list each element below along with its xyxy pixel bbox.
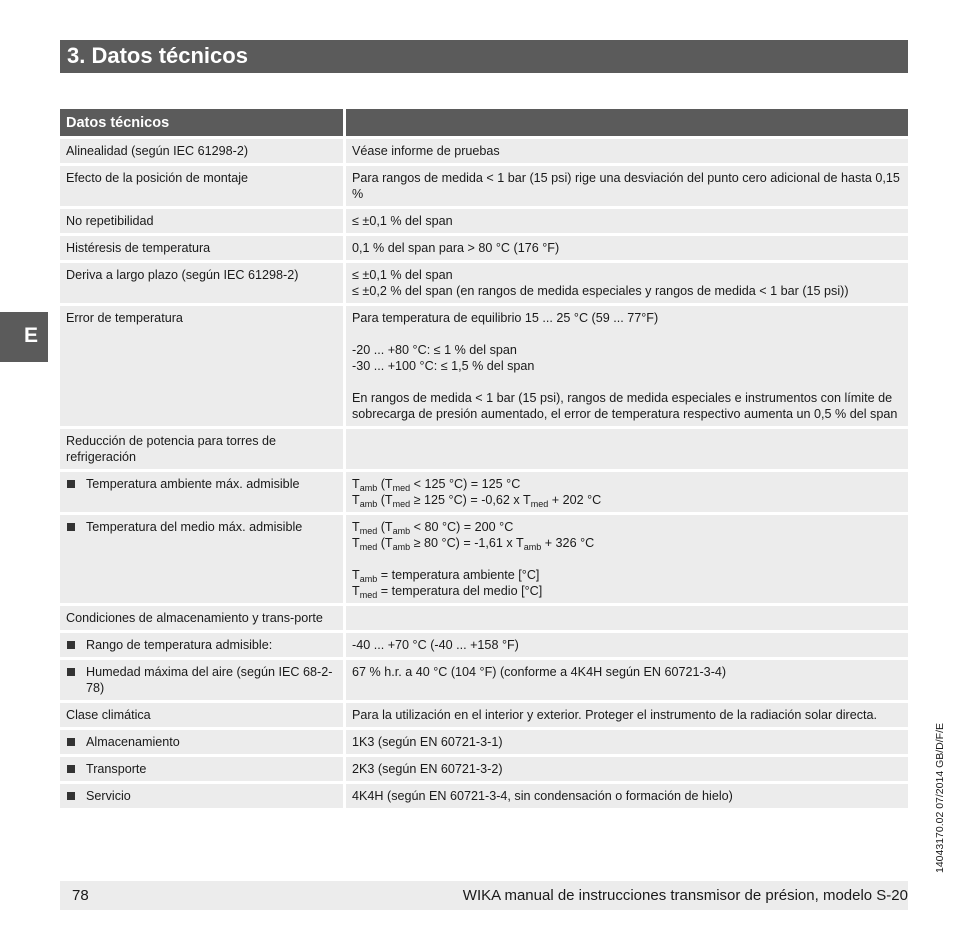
bullet-square-icon (67, 480, 75, 488)
page-footer (60, 881, 908, 910)
row-value (343, 429, 908, 469)
table-row (60, 306, 908, 426)
footer-title: WIKA manual de instrucciones transmisor de présion, modelo S-20 (462, 887, 908, 904)
row-value: Véase informe de pruebas (343, 139, 908, 163)
row-label: Temperatura ambiente máx. admisible (60, 472, 343, 512)
row-label: Humedad máxima del aire (según IEC 68-2-78) (60, 660, 343, 700)
bullet-square-icon (67, 738, 75, 746)
value-line: ≤ ±0,2 % del span (en rangos de medida especiales y rangos de medida < 1 bar (15 psi)) (352, 284, 849, 298)
section-title-bar (60, 40, 908, 73)
row-value (343, 306, 908, 426)
section-title: 3. Datos técnicos (67, 43, 248, 68)
row-value (343, 515, 908, 603)
table-row (60, 429, 908, 469)
row-label: Histéresis de temperatura (60, 236, 343, 260)
row-value: 4K4H (según EN 60721-3-4, sin condensación o formación de hielo) (343, 784, 908, 808)
table-row (60, 633, 908, 657)
value-line: ≤ ±0,1 % del span (352, 268, 453, 282)
row-label: Alinealidad (según IEC 61298-2) (60, 139, 343, 163)
row-label: Deriva a largo plazo (según IEC 61298-2) (60, 263, 343, 303)
page-number: 78 (72, 887, 89, 904)
row-label: Temperatura del medio máx. admisible (60, 515, 343, 603)
row-value: 2K3 (según EN 60721-3-2) (343, 757, 908, 781)
formula-line: $T_{amb}$ ($T_{med} < 125$ °C) = 125 °C (352, 477, 521, 493)
document-code (930, 720, 944, 880)
formula-line: $T_{med}$ = temperatura del medio [°C] (352, 584, 543, 600)
row-label: Reducción de potencia para torres de refrigeración (60, 429, 343, 469)
row-value: 1K3 (según EN 60721-3-1) (343, 730, 908, 754)
table-row (60, 236, 908, 260)
row-value: ≤ ±0,1 % del span (343, 209, 908, 233)
table-header-label: Datos técnicos (60, 109, 343, 136)
bullet-square-icon (67, 765, 75, 773)
table-row (60, 730, 908, 754)
language-tab (0, 312, 48, 362)
row-label: Efecto de la posición de montaje (60, 166, 343, 206)
table-row (60, 515, 908, 603)
table-row (60, 606, 908, 630)
table-row (60, 263, 908, 303)
row-label: No repetibilidad (60, 209, 343, 233)
value-line: -20 ... +80 °C: ≤ 1 % del span (352, 343, 517, 357)
row-label: Almacenamiento (60, 730, 343, 754)
formula-line: $T_{med}$ ($T_{amb} \ge 80$ °C) = -1,61 x $T_{amb} + 326$ °C (352, 536, 595, 552)
table-row (60, 703, 908, 727)
row-value: 67 % h.r. a 40 °C (104 °F) (conforme a 4K4H según EN 60721-3-4) (343, 660, 908, 700)
row-label: Error de temperatura (60, 306, 343, 426)
table-header-value (343, 109, 908, 136)
bullet-square-icon (67, 668, 75, 676)
value-paragraph: En rangos de medida < 1 bar (15 psi), rangos de medida especiales e instrumentos con límite de sobrecarga de presión aumentado, el error de temperatura respectivo aumenta un 0,5 % del span (352, 391, 898, 421)
row-value (343, 263, 908, 303)
bullet-square-icon (67, 523, 75, 531)
row-label: Condiciones de almacenamiento y trans-porte (60, 606, 343, 630)
table-header-row (60, 109, 908, 136)
table-row (60, 660, 908, 700)
table-row (60, 784, 908, 808)
value-line: -30 ... +100 °C: ≤ 1,5 % del span (352, 359, 535, 373)
document-code-text: 14043170.02 07/2014 GB/D/F/E (934, 722, 946, 874)
technical-data-table (60, 106, 908, 811)
row-value: Para rangos de medida < 1 bar (15 psi) rige una desviación del punto cero adicional de hasta 0,15 % (343, 166, 908, 206)
formula-line: $T_{med}$ ($T_{amb} < 80$ °C) = 200 °C (352, 520, 514, 536)
row-value: 0,1 % del span para > 80 °C (176 °F) (343, 236, 908, 260)
row-label: Transporte (60, 757, 343, 781)
language-tab-label: E (24, 324, 39, 347)
table-row (60, 139, 908, 163)
formula-line: $T_{amb}$ ($T_{med} \ge 125$ °C) = -0,62 x $T_{med} + 202$ °C (352, 493, 602, 509)
row-value: Para la utilización en el interior y exterior. Proteger el instrumento de la radiación solar directa. (343, 703, 908, 727)
table-row (60, 472, 908, 512)
row-label: Rango de temperatura admisible: (60, 633, 343, 657)
table-row (60, 166, 908, 206)
bullet-square-icon (67, 792, 75, 800)
table-row (60, 209, 908, 233)
value-line: Para temperatura de equilibrio 15 ... 25 °C (59 ... 77°F) (352, 311, 659, 325)
row-label: Servicio (60, 784, 343, 808)
bullet-square-icon (67, 641, 75, 649)
table-row (60, 757, 908, 781)
row-label: Clase climática (60, 703, 343, 727)
row-value: -40 ... +70 °C (-40 ... +158 °F) (343, 633, 908, 657)
row-value (343, 606, 908, 630)
row-value (343, 472, 908, 512)
formula-line: $T_{amb}$ = temperatura ambiente [°C] (352, 568, 540, 584)
